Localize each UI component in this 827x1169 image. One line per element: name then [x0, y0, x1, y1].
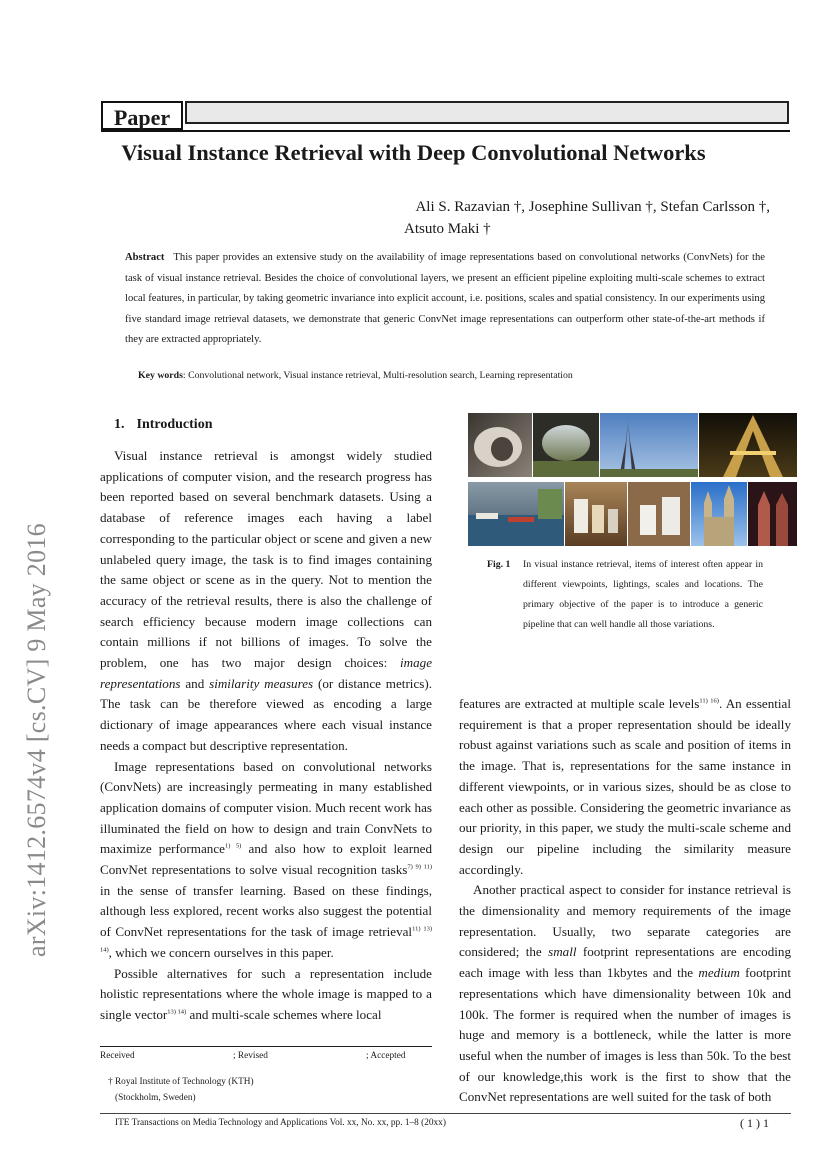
- accepted-label: ; Accepted: [366, 1051, 406, 1061]
- header-bar: [185, 101, 789, 124]
- citation: 7) 9) 11): [407, 863, 432, 871]
- keywords: [138, 370, 573, 381]
- authors-line-2: Atsuto Maki †: [404, 221, 491, 237]
- abstract: [125, 248, 765, 351]
- paragraph: Another practical aspect to consider for instance retrieval is the dimensionality and memory requirements of the image representation. Usually, two separate categories are considered; the small footprint representations are encoding each image with less than 1kbytes and the medium footprint representations which have dimensionality between 10k and 100k. The former is required when the number of images is huge and memory is a bottleneck, while the latter is more useful when the number of images is less than 50k. To the best of our knowledge,this work is the first to show that the ConvNet representations are well suited for the task of both: [459, 882, 791, 1105]
- paragraph: Image representations based on convolutional networks (ConvNets) are increasingly permeating in many established application domains of computer vision. Much recent work has illuminated the field on how to design and train ConvNets to maximize performance$^{1) 5)}$ and also how to exploit learned ConvNet representations to solve visual recognition tasks$^{7) 9) 11)}$ in the sense of transfer learning. Based on these findings, although less explored, recent works also suggest the potential of ConvNet representations for the task of image retrieval$^{11) 13) 14)}$, which we concern ourselves in this paper.: [100, 758, 432, 960]
- paragraph: features are extracted at multiple scale levels$^{11) 16)}$. An essential requirement is that a proper representation should be ideally robust against variations such as scale and position of items in the image. That is, representations for the same instance in different viewpoints, or in various sizes, should be as close to each other as possible. Considering the geometric invariance as our priority, in this paper, we study the multi-scale scheme and design our pipeline including the similarity measure accordingly.: [459, 696, 792, 877]
- figure-caption: [487, 555, 763, 635]
- citation: 13) 14): [167, 1008, 187, 1016]
- journal-info: ITE Transactions on Media Technology and Applications Vol. xx, No. xx, pp. 1–8 (20xx): [115, 1118, 446, 1128]
- figure-label: Fig. 1: [487, 559, 511, 570]
- affiliation-line-1: † Royal Institute of Technology (KTH): [108, 1077, 254, 1087]
- footnote-rule: [100, 1046, 432, 1047]
- revised-label: ; Revised: [233, 1051, 268, 1061]
- figure-image-grid: [468, 413, 797, 546]
- section-heading: [114, 417, 212, 433]
- section-number: 1.: [114, 417, 125, 432]
- page-number: ( 1 ) 1: [740, 1116, 769, 1130]
- footer-rule: [100, 1113, 791, 1114]
- arch-photo: [533, 413, 599, 477]
- citation: 11) 13) 14): [100, 925, 432, 954]
- paragraph: Possible alternatives for such a representation include holistic representations where the whole image is mapped to a single vector$^{13) 14)}$ and multi-scale schemes where local: [100, 965, 432, 1022]
- sculpture-photo: [468, 413, 532, 477]
- eiffel-tower-day-photo: [600, 413, 698, 477]
- keywords-label: Key words: [138, 370, 183, 381]
- paragraph: Visual instance retrieval is amongst widely studied applications of computer vision, and the research progress has been reported based on several benchmark datasets. Using a database of reference images each having a label corresponding to the particular object or scene and given a new unlabeled query image, the task is to find images containing the same object or scene as in the query. Not to mention the accuracy of the retrieval results, there is also the challenge of search efficiency because modern image collections can contain millions if not billions of images. To solve the problem, one has two major design choices: image representations and similarity measures (or distance metrics). The task can be therefore viewed as encoding a large dictionary of image appearances where each visual instance needs a compact but descriptive representation.: [100, 448, 432, 753]
- harbor-photo: [468, 482, 564, 546]
- citation: 11) 16): [699, 697, 719, 705]
- cathedral-day-photo: [691, 482, 747, 546]
- abstract-label: Abstract: [125, 252, 165, 263]
- eiffel-tower-night-photo: [699, 413, 797, 477]
- paper-type-label: Paper: [101, 101, 183, 130]
- cathedral-night-photo: [748, 482, 797, 546]
- affiliation-line-2: (Stockholm, Sweden): [115, 1093, 196, 1103]
- section-title: Introduction: [136, 417, 213, 432]
- figure-caption-text: In visual instance retrieval, items of interest often appear in different viewpoints, lightings, scales and locations. The primary objective of the paper is to introduce a generic pipeline that can well handle all those variations.: [523, 559, 763, 630]
- received-label: Received: [100, 1051, 135, 1061]
- citation: 1) 5): [224, 843, 242, 850]
- bottles-photo-1: [565, 482, 627, 546]
- arxiv-stamp: arXiv:1412.6574v4 [cs.CV] 9 May 2016: [22, 523, 51, 957]
- left-column: [100, 446, 432, 1026]
- keywords-text: : Convolutional network, Visual instance retrieval, Multi-resolution search, Learning representation: [182, 370, 573, 381]
- paper-title: Visual Instance Retrieval with Deep Convolutional Networks: [121, 140, 706, 165]
- abstract-text: This paper provides an extensive study on the availability of image representations based on convolutional networks (ConvNets) for the task of visual instance retrieval. Besides the choice of convolutional layers, we present an efficient pipeline exploiting multi-scale schemes to extract local features, in particular, by taking geometric invariance into explicit account, i.e. positions, scales and spatial consistency. In our experiments using five standard image retrieval datasets, we demonstrate that generic ConvNet image representations can outperform other state-of-the-art methods if they are extracted appropriately.: [125, 252, 765, 346]
- right-column: [459, 694, 791, 1108]
- header-rule: [101, 130, 790, 132]
- bottles-photo-2: [628, 482, 690, 546]
- authors-line-1: Ali S. Razavian †, Josephine Sullivan †, Stefan Carlsson †,: [415, 199, 770, 215]
